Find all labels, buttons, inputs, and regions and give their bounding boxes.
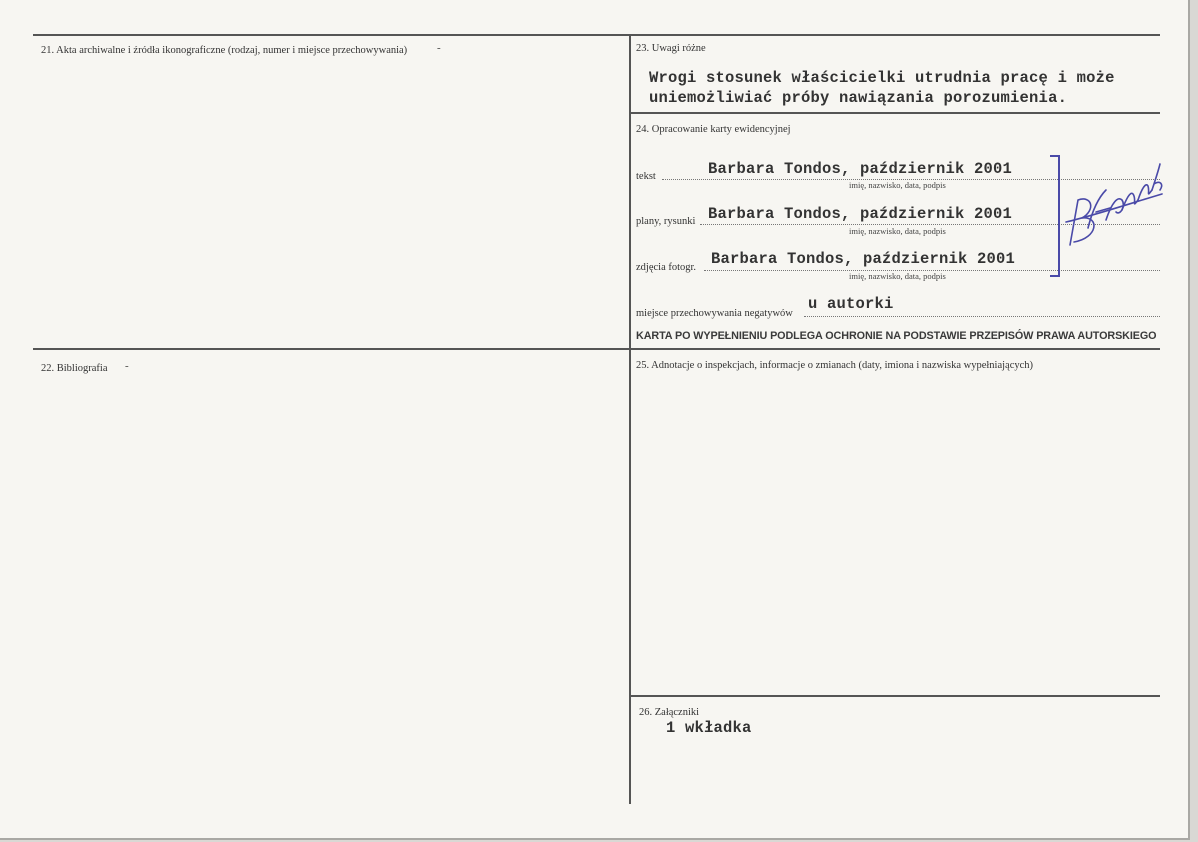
row-photos-label: zdjęcia fotogr. bbox=[636, 262, 697, 273]
negatives-value: u autorki bbox=[808, 295, 894, 313]
section-24-label: 24. Opracowanie karty ewidencyjnej bbox=[636, 124, 791, 135]
row-photos-value: Barbara Tondos, październik 2001 bbox=[711, 250, 1016, 268]
negatives-line bbox=[804, 316, 1160, 317]
row-plans-label: plany, rysunki bbox=[636, 216, 696, 227]
middle-rule bbox=[33, 348, 1160, 350]
handwritten-signature bbox=[1062, 150, 1172, 260]
section-25-label: 25. Adnotacje o inspekcjach, informacje o zmianach (daty, imiona i nazwiska wypełniających) bbox=[636, 360, 1034, 371]
section-22-dash: - bbox=[125, 360, 129, 372]
row-plans-value: Barbara Tondos, październik 2001 bbox=[708, 205, 1013, 223]
row-photos-caption: imię, nazwisko, data, podpis bbox=[849, 271, 946, 281]
row-plans-caption: imię, nazwisko, data, podpis bbox=[849, 226, 946, 236]
section-26-value: 1 wkładka bbox=[666, 719, 752, 737]
section-23-label: 23. Uwagi różne bbox=[636, 43, 706, 54]
section-21-dash: - bbox=[437, 42, 441, 54]
copyright-notice: KARTA PO WYPEŁNIENIU PODLEGA OCHRONIE NA PODSTAWIE PRZEPISÓW PRAWA AUTORSKIEGO bbox=[636, 330, 1157, 342]
center-divider bbox=[629, 34, 631, 804]
section-26-label: 26. Załączniki bbox=[639, 707, 700, 718]
row-text-value: Barbara Tondos, październik 2001 bbox=[708, 160, 1013, 178]
row-text-caption: imię, nazwisko, data, podpis bbox=[849, 180, 946, 190]
signature-bracket bbox=[1050, 155, 1060, 277]
section-23-remark-line-2: uniemożliwiać próby nawiązania porozumienia. bbox=[649, 89, 1068, 107]
top-rule bbox=[33, 34, 1160, 36]
rule-above-26 bbox=[629, 695, 1160, 697]
negatives-label: miejsce przechowywania negatywów bbox=[636, 308, 793, 319]
section-22-label: 22. Bibliografia bbox=[41, 363, 108, 374]
section-21-label: 21. Akta archiwalne i źródła ikonograficzne (rodzaj, numer i miejsce przechowywania) bbox=[41, 45, 408, 56]
rule-below-23 bbox=[629, 112, 1160, 114]
section-23-remark-line-1: Wrogi stosunek właścicielki utrudnia pracę i może bbox=[649, 69, 1115, 87]
row-text-label: tekst bbox=[636, 171, 656, 182]
